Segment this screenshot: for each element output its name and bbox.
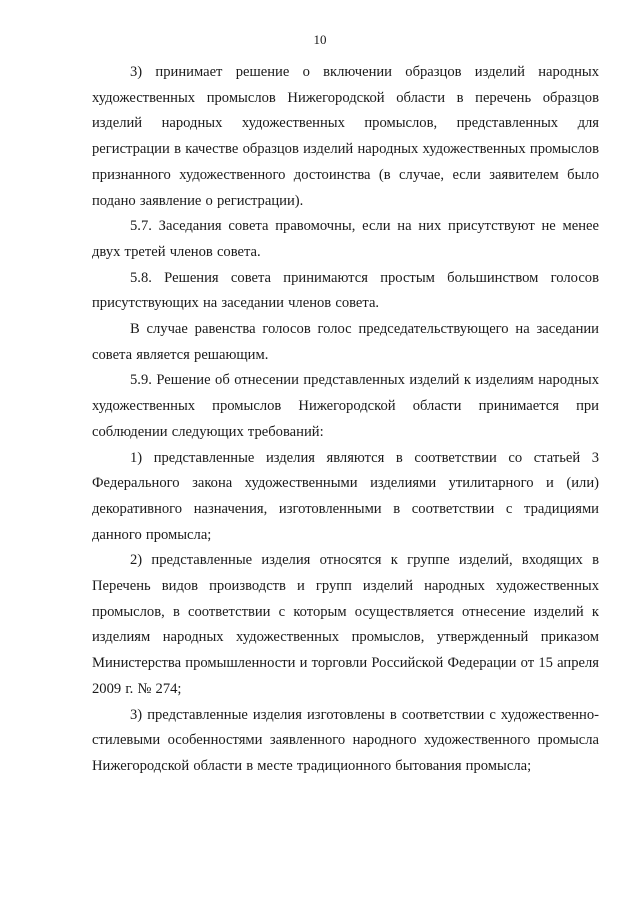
page-number: 10	[313, 32, 327, 47]
paragraph-requirement-2: 2) представленные изделия относятся к группе изделий, входящих в Перечень видов производств и групп изделий народных художественных промыслов, в соответствии с которым осуществляется отнесение изделий к изделиям народных художественных промыслов, утвержденный приказом Министерства промышленности и торговли Российской Федерации от 15 апреля 2009 г. № 274;	[92, 552, 599, 697]
paragraph-5-7-quorum: 5.7. Заседания совета правомочны, если на них присутствуют не менее двух третей членов совета.	[92, 218, 599, 260]
paragraph-requirement-3: 3) представленные изделия изготовлены в соответствии с художественно-стилевыми особенностями заявленного народного художественного промысла Нижегородской области в месте традиционного бытования промысла;	[92, 706, 599, 774]
paragraph-requirement-1: 1) представленные изделия являются в соответствии со статьей 3 Федерального закона художественными изделиями утилитарного и (или) декоративного назначения, изготовленными в соответствии с традициями данного промысла;	[92, 449, 599, 543]
document-body	[92, 60, 599, 780]
paragraph-item-3-decision: 3) принимает решение о включении образцов изделий народных художественных промыслов Нижегородской области в перечень образцов изделий народных художественных промыслов, представленных для регистрации в качестве образцов изделий народных художественных промыслов признанного художественного достоинства (в случае, если заявителем было подано заявление о регистрации).	[92, 64, 599, 209]
paragraph-5-8-majority: 5.8. Решения совета принимаются простым большинством голосов присутствующих на заседании членов совета.	[92, 269, 599, 312]
paragraph-5-9-requirements: 5.9. Решение об отнесении представленных изделий к изделиям народных художественных промыслов Нижегородской области принимается при соблюдении следующих требований:	[92, 372, 599, 440]
paragraph-tie-vote: В случае равенства голосов голос председательствующего на заседании совета является решающим.	[92, 321, 599, 363]
